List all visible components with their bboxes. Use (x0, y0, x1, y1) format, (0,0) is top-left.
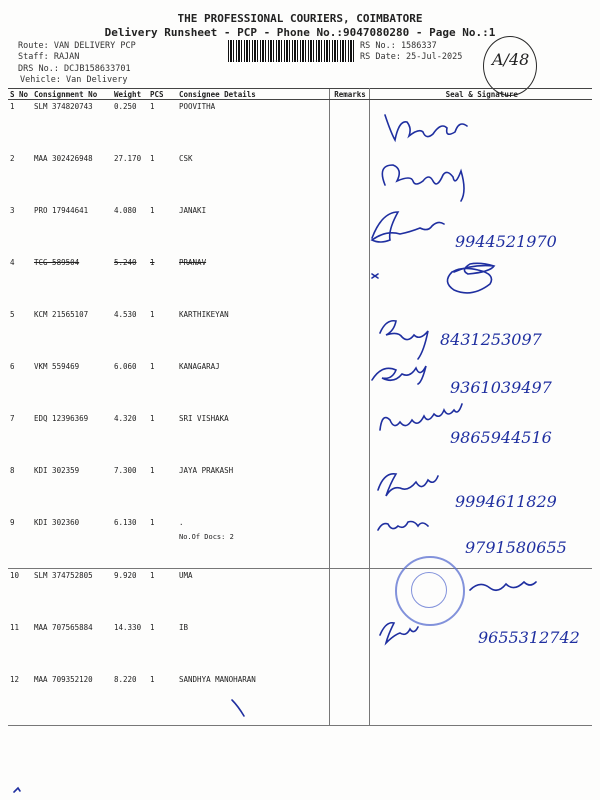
col-header-weight: Weight (112, 89, 148, 100)
cell-consignee: POOVITHA (179, 102, 216, 111)
cell-consignee: SANDHYA MANOHARAN (177, 673, 329, 726)
cell-pcs: 1 (150, 414, 155, 423)
bank-seal-stamp (395, 556, 465, 626)
page-mark: A/48 (492, 50, 530, 69)
cell-weight: 5.240 (114, 258, 137, 267)
cell-sno: 3 (10, 206, 15, 215)
cell-pcs: 1 (150, 518, 155, 527)
pen-mark (372, 274, 378, 278)
cell-consignment: KCM 21565107 (34, 310, 89, 319)
runsheet-subtitle: Delivery Runsheet - PCP - Phone No.:9047080280 - Page No.:1 (104, 26, 496, 39)
col-header-sno: S No (8, 89, 32, 100)
cell-weight: 9.920 (112, 569, 148, 622)
cell-consignee: PRANAV (179, 258, 207, 267)
cell-consignment: MAA 302426948 (34, 154, 93, 163)
signature-scribble (372, 366, 426, 384)
handwritten-phone: 9361039497 (450, 378, 552, 397)
cell-weight: 27.170 (114, 154, 142, 163)
cell-consignee: KARTHIKEYAN (179, 310, 229, 319)
signature-scribble (372, 212, 444, 242)
cell-consignment: TCG 589504 (34, 258, 80, 267)
cell-consignment: MAA 709352120 (32, 673, 112, 726)
cell-consignment: PRO 17944641 (34, 206, 89, 215)
cell-consignment: SLM 374752805 (32, 569, 112, 622)
cell-weight: 7.300 (114, 466, 137, 475)
docs-count: No.Of Docs: 2 (179, 533, 234, 541)
cell-consignment: MAA 707565884 (34, 623, 93, 632)
handwritten-phone: 9791580655 (465, 538, 567, 557)
cell-pcs: 1 (150, 310, 155, 319)
col-header-consignee: Consignee Details (177, 89, 329, 100)
cell-consignee: CSK (179, 154, 193, 163)
handwritten-phone: 8431253097 (440, 330, 542, 349)
stamp-inner-ring (411, 572, 447, 608)
route-label: Route: VAN DELIVERY PCP (18, 41, 136, 51)
cell-weight: 6.130 (114, 518, 137, 527)
cell-weight: 6.060 (114, 362, 137, 371)
cell-consignment: SLM 374820743 (34, 102, 93, 111)
cell-sno: 11 (10, 623, 20, 632)
cell-sno: 6 (10, 362, 15, 371)
signature-scribble (380, 623, 418, 643)
cell-sno: 2 (10, 154, 15, 163)
rs-date: RS Date: 25-Jul-2025 (360, 52, 463, 62)
handwritten-phone: 9944521970 (455, 232, 557, 251)
cell-pcs: 1 (150, 154, 155, 163)
cell-sno: 8 (10, 466, 15, 475)
cell-consignment: EDQ 12396369 (34, 414, 89, 423)
drs-number: DRS No.: DCJB158633701 (18, 64, 131, 74)
cell-consignee: JAYA PRAKASH (179, 466, 234, 475)
cell-consignment: VKM 559469 (34, 362, 80, 371)
cell-pcs: 1 (150, 206, 155, 215)
cell-sno: 9 (10, 518, 15, 527)
cell-pcs: 1 (148, 569, 177, 622)
col-header-consignment: Consignment No (32, 89, 112, 100)
handwritten-phone: 9655312742 (478, 628, 580, 647)
cell-sno: 12 (8, 673, 32, 726)
cell-pcs: 1 (150, 102, 155, 111)
pen-mark (232, 700, 244, 716)
cell-consignee: UMA (177, 569, 329, 622)
cell-consignee: KANAGARAJ (179, 362, 220, 371)
cell-sno: 1 (10, 102, 15, 111)
col-header-pcs: PCS (148, 89, 177, 100)
vehicle-label: Vehicle: Van Delivery (20, 75, 128, 85)
cell-consignment: KDI 302360 (34, 518, 80, 527)
signature-scribble (470, 582, 536, 590)
cell-consignee: JANAKI (179, 206, 207, 215)
cell-weight: 4.320 (114, 414, 137, 423)
rs-number: RS No.: 1586337 (360, 41, 437, 51)
cell-sno: 5 (10, 310, 15, 319)
cell-pcs: 1 (150, 362, 155, 371)
handwritten-phone: 9865944516 (450, 428, 552, 447)
cell-sno: 10 (8, 569, 32, 622)
col-header-remarks: Remarks (329, 89, 369, 100)
signature-scribble (378, 474, 438, 496)
signature-scribble (380, 404, 462, 430)
handwritten-phone: 9994611829 (455, 492, 557, 511)
cell-consignment: KDI 302359 (34, 466, 80, 475)
cell-weight: 4.530 (114, 310, 137, 319)
col-header-signature: Seal & Signature (369, 89, 592, 100)
signature-scribble (382, 165, 464, 201)
cell-weight: 0.250 (114, 102, 137, 111)
cell-pcs: 1 (150, 258, 155, 267)
staff-label: Staff: RAJAN (18, 52, 80, 62)
cell-pcs: 1 (150, 466, 155, 475)
signature-scribble (385, 115, 467, 140)
cell-sno: 4 (10, 258, 15, 267)
cell-sno: 7 (10, 414, 15, 423)
pen-mark (14, 788, 20, 792)
cell-weight: 8.220 (112, 673, 148, 726)
company-title: THE PROFESSIONAL COURIERS, COIMBATORE (177, 12, 423, 25)
cell-weight: 14.330 (114, 623, 142, 632)
cell-consignee: IB (179, 623, 189, 632)
signature-scribble (380, 321, 428, 359)
cell-weight: 4.080 (114, 206, 137, 215)
consignee-name: . (179, 518, 184, 527)
cell-pcs: 1 (148, 673, 177, 726)
cell-pcs: 1 (150, 623, 155, 632)
cell-consignee: SRI VISHAKA (179, 414, 229, 423)
signature-scribble (378, 522, 428, 531)
